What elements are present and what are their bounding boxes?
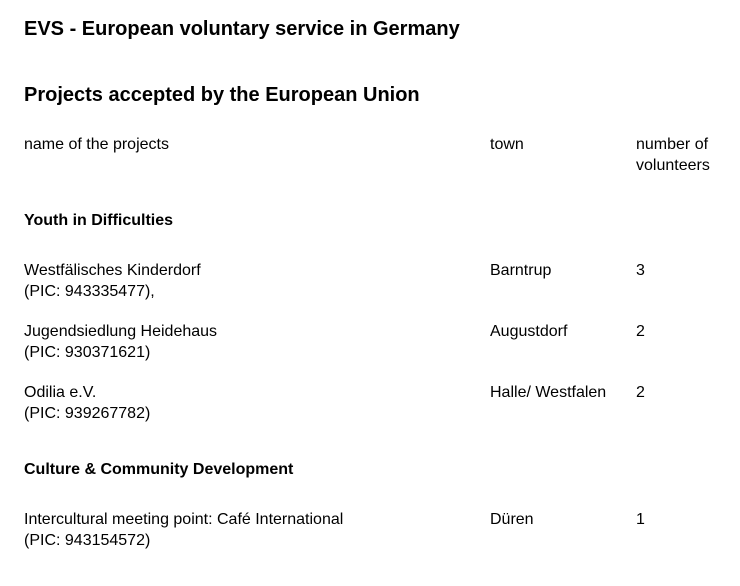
header-volunteers: number of volunteers <box>636 136 710 174</box>
volunteers-cell: 2 <box>636 384 645 401</box>
project-pic: (PIC: 943154572) <box>24 532 151 549</box>
project-cell <box>24 509 343 551</box>
project-name: Westfälisches Kinderdorf <box>24 262 201 279</box>
category-heading: Culture & Community Development <box>24 461 294 478</box>
project-cell <box>24 382 150 424</box>
project-pic: (PIC: 939267782) <box>24 405 151 422</box>
town-cell: Halle/ Westfalen <box>490 384 607 401</box>
project-cell <box>24 321 217 363</box>
volunteers-cell: 1 <box>636 511 645 528</box>
volunteers-cell: 2 <box>636 323 645 340</box>
town-cell: Augustdorf <box>490 323 568 340</box>
project-pic: (PIC: 930371621) <box>24 344 151 361</box>
section-title: Projects accepted by the European Union <box>24 84 420 106</box>
town-cell: Düren <box>490 511 534 528</box>
page-title: EVS - European voluntary service in Germany <box>24 18 460 40</box>
project-name: Jugendsiedlung Heidehaus <box>24 323 218 340</box>
project-pic: (PIC: 943335477), <box>24 283 155 300</box>
project-name: Odilia e.V. <box>24 384 97 401</box>
category-heading: Youth in Difficulties <box>24 212 174 229</box>
project-name: Intercultural meeting point: Café International <box>24 511 344 528</box>
header-town: town <box>490 136 524 153</box>
project-cell <box>24 260 201 302</box>
volunteers-cell: 3 <box>636 262 645 279</box>
header-name: name of the projects <box>24 136 169 153</box>
town-cell: Barntrup <box>490 262 552 279</box>
